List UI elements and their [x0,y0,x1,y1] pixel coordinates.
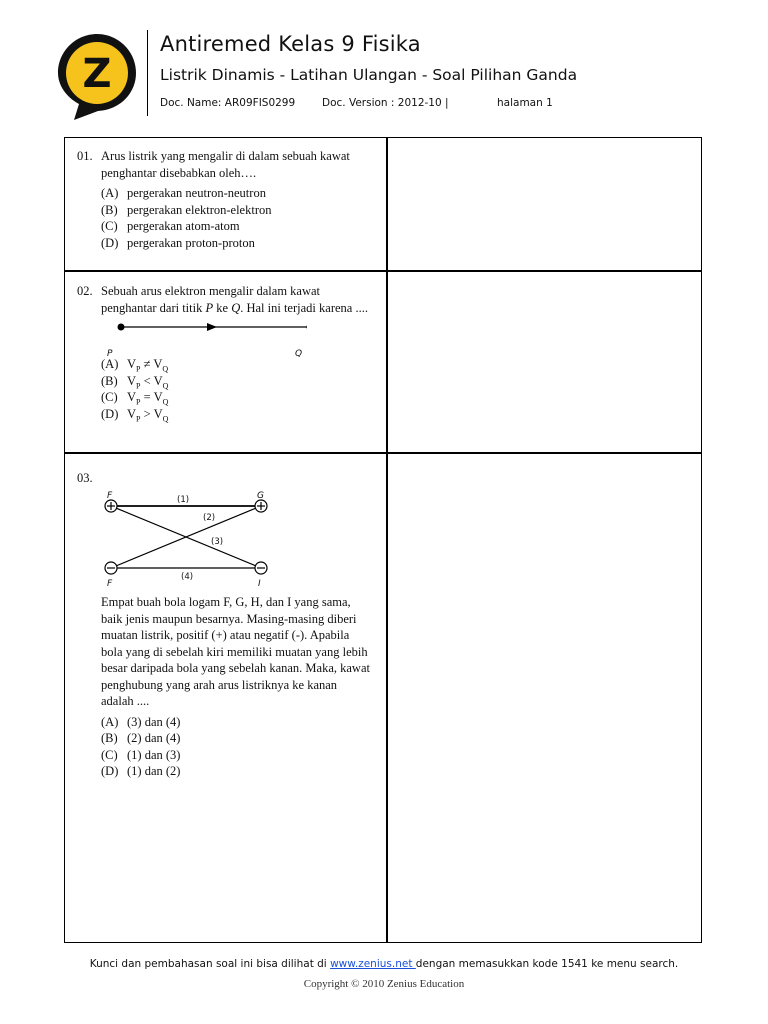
option-c: (C) pergerakan atom-atom [101,219,240,233]
footer-note: Kunci dan pembahasan soal ini bisa dilihat di www.zenius.net dengan memasukkan kode 1541 ke menu search. [89,958,679,970]
sphere-bottom-left [105,562,117,574]
doc-name: Doc. Name: AR09FIS0299 [160,97,296,109]
option-d: (D) (1) dan (2) [101,764,181,778]
question-01 [77,148,377,251]
question-02 [77,283,377,422]
question-stem: Arus listrik yang mengalir di dalam sebuah kawat penghantar disebabkan oleh…. [101,149,350,180]
row-divider [65,452,701,454]
doc-version: Doc. Version : 2012-10 | [322,97,449,109]
label-bottom-right: I [258,579,261,589]
label-wire-1: (1) [177,495,190,505]
label-p: P [107,349,113,359]
label-wire-3: (3) [211,537,224,547]
option-b: (B) $V_P < V_Q$ [101,373,169,390]
column-divider [386,138,388,942]
question-stem: Empat buah bola logam F, G, H, dan I yang sama, baik jenis maupun besarnya. Masing-masing diberi muatan listrik, positif (+) atau negatif (-). Apabila bola yang di sebelah kiri memiliki muatan yang lebih besar daripada bola yang sebelah kanan. Maka, kawat penghubung yang arah arus listriknya ke kanan adalah .... [101,595,370,708]
label-top-right: G [257,491,264,501]
arrow-icon [207,323,217,331]
option-c: (C) (1) dan (3) [101,747,181,762]
row-divider [65,270,701,272]
option-list [101,356,377,422]
option-d: (D) pergerakan proton-proton [101,235,255,250]
header-divider [147,30,148,116]
label-top-left: F [107,491,113,501]
option-a: (A) pergerakan neutron-neutron [101,186,266,200]
page-subtitle: Listrik Dinamis - Latihan Ulangan - Soal Pilihan Ganda [160,66,578,84]
doc-meta [160,97,553,109]
label-q: Q [295,349,303,359]
sphere-bottom-right [255,562,267,574]
option-list [101,714,377,780]
page-title: Antiremed Kelas 9 Fisika [160,32,421,56]
sphere-wire-diagram [99,488,279,588]
option-a: (A) (3) dan (4) [101,714,181,729]
copyright: Copyright © 2010 Zenius Education [303,978,465,990]
question-03 [77,470,377,780]
question-number: 02. [77,284,93,298]
question-number: 01. [77,149,93,163]
option-b: (B) pergerakan elektron-elektron [101,202,272,217]
option-a: (A) $V_P \ne V_Q$ [101,357,169,374]
logo-letter: Z [82,51,112,97]
point-q [307,324,308,331]
option-d: (D) $V_P > V_Q$ [101,406,169,423]
zenius-link[interactable]: www.zenius.net [330,958,416,970]
option-list [101,185,377,251]
question-stem: Sebuah arus elektron mengalir dalam kawat penghantar dari titik P ke Q. Hal ini terjadi karena .... [101,284,368,315]
label-wire-2: (2) [203,513,216,523]
option-c: (C) $V_P = V_Q$ [101,390,169,407]
label-bottom-left: F [107,579,113,589]
zenius-logo [52,30,142,122]
point-p [118,324,125,331]
label-wire-4: (4) [181,572,194,582]
question-table [64,137,702,943]
pq-wire-diagram [87,320,307,346]
page-number: halaman 1 [497,97,553,109]
question-number: 03. [77,471,93,485]
option-b: (B) (2) dan (4) [101,731,181,745]
